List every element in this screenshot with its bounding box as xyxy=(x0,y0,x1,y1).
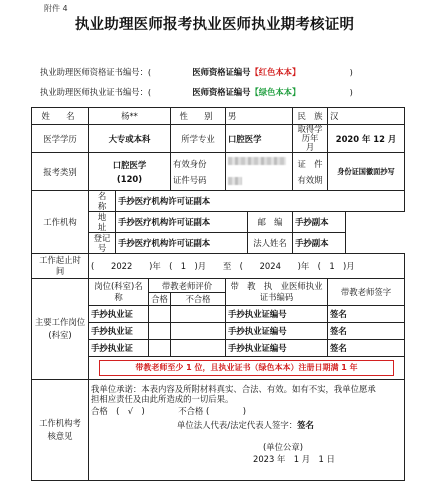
id-label-line2: 证件号码 xyxy=(173,174,207,185)
post-row-1-sign: 签名 xyxy=(328,306,405,323)
category-value-name: 口腔医学 xyxy=(112,159,147,170)
cert-line2-close: ) xyxy=(349,87,353,97)
category-value-code: (120) xyxy=(116,173,143,184)
ethnic-value: 汉 xyxy=(328,108,405,125)
opinion-text-1: 我单位承诺：本表内容及所附材料真实、合法、有效。如有不实，我单位愿承 xyxy=(91,384,376,394)
posts-note: 带教老师至少 1 位，且执业证书（绿色本本）注册日期满 1 年 xyxy=(99,360,394,376)
post-row-2-cert: 手抄执业证编号 xyxy=(226,323,328,340)
work-reg-value: 手抄医疗机构许可证副本 xyxy=(116,233,248,254)
annex-label: 附件 4 xyxy=(44,4,68,13)
posts-section-label: 主要工作岗位(科室) xyxy=(32,279,89,380)
major-value: 口腔医学 xyxy=(226,125,293,153)
post-row-1-pass xyxy=(149,306,171,323)
category-label: 报考类别 xyxy=(32,153,89,191)
validity-value: 身份证国徽面抄写 xyxy=(328,153,405,191)
work-address-value: 手抄医疗机构许可证副本 xyxy=(116,212,248,233)
posts-header-fail: 不合格 xyxy=(171,293,226,306)
name-value: 杨** xyxy=(89,108,171,125)
period-value: ( 2022 )年 ( 1 )月 至 ( 2024 )年 ( 1 )月 xyxy=(89,254,405,279)
work-legal-label: 法人姓名 xyxy=(248,233,293,254)
cert-line-practice xyxy=(40,86,353,98)
cert-line2-label: 医师资格证编号 xyxy=(192,87,251,97)
id-label xyxy=(171,153,226,191)
major-label: 所学专业 xyxy=(171,125,226,153)
assessment-form-table xyxy=(31,107,405,481)
ethnic-label: 民 族 xyxy=(293,108,328,125)
post-row-2-pass xyxy=(149,323,171,340)
page-title: 执业助理医师报考执业医师执业期考核证明 xyxy=(74,16,355,33)
post-row-2-sign: 签名 xyxy=(328,323,405,340)
posts-header-cert: 带 教 执 业医师执业证书编码 xyxy=(226,279,328,306)
education-label: 医学学历 xyxy=(32,125,89,153)
cert-line1-label: 医师资格证编号 xyxy=(192,67,251,77)
cert-line1-prefix: 执业助理医师资格证书编号：( xyxy=(40,67,152,77)
cert-line2-prefix: 执业助理医师执业证书编号：( xyxy=(40,87,152,97)
opinion-sign-label: 单位法人代表/法定代表人签字： xyxy=(177,420,298,430)
post-row-3-fail xyxy=(171,340,226,357)
gender-label: 性 别 xyxy=(171,108,226,125)
degree-date-label: 取得学历年 月 xyxy=(293,125,328,153)
opinion-label: 工作机构考核意见 xyxy=(32,380,89,481)
posts-header-eval: 带教老师评价 xyxy=(149,279,226,293)
post-row-1-dept: 手抄执业证 xyxy=(89,306,149,323)
opinion-text-2: 担相应责任及由此所造成的一切后果。 xyxy=(91,394,234,404)
posts-header-dept: 岗位(科室)名 称 xyxy=(89,279,149,306)
category-value xyxy=(89,153,171,191)
validity-label xyxy=(293,153,328,191)
post-row-3-pass xyxy=(149,340,171,357)
cert-line2-note: 【绿色本本】 xyxy=(250,87,301,97)
work-section-label: 工作机构 xyxy=(32,191,89,254)
work-zip-value: 手抄副本 xyxy=(293,212,346,233)
work-reg-label: 登记号 xyxy=(89,233,116,254)
post-row-2-dept: 手抄执业证 xyxy=(89,323,149,340)
work-name-value: 手抄医疗机构许可证副本 xyxy=(116,191,405,212)
redacted-id-tail xyxy=(228,177,242,185)
opinion-sign-value: 签名 xyxy=(297,420,314,430)
education-value: 大专或本科 xyxy=(89,125,171,153)
post-row-1-cert: 手抄执业证编号 xyxy=(226,306,328,323)
cert-line1-close: ) xyxy=(349,67,353,77)
id-label-line1: 有效身份 xyxy=(173,158,207,169)
posts-header-pass: 合格 xyxy=(149,293,171,306)
opinion-date: 2023 年 1 月 1 日 xyxy=(253,454,335,464)
post-row-1-fail xyxy=(171,306,226,323)
validity-label-line2: 有效期 xyxy=(297,174,323,185)
id-value-redacted xyxy=(226,153,293,191)
period-label: 工作起止时 间 xyxy=(32,254,89,279)
work-legal-value: 手抄副本 xyxy=(293,233,346,254)
cert-line1-note: 【红色本本】 xyxy=(250,67,301,77)
cert-line-qualification xyxy=(40,66,353,78)
post-row-3-sign: 签名 xyxy=(328,340,405,357)
posts-header-sign: 带教老师签字 xyxy=(328,279,405,306)
degree-date-value: 2020 年 12 月 xyxy=(328,125,405,153)
opinion-signature xyxy=(177,420,402,430)
work-zip-label: 邮 编 xyxy=(248,212,293,233)
work-name-label: 名 称 xyxy=(89,191,116,212)
post-row-3-cert: 手抄执业证编号 xyxy=(226,340,328,357)
post-row-2-fail xyxy=(171,323,226,340)
opinion-content xyxy=(89,380,405,481)
redacted-id-number xyxy=(228,157,286,165)
validity-label-line1: 证 件 xyxy=(297,158,323,169)
gender-value: 男 xyxy=(226,108,293,125)
posts-note-cell xyxy=(89,357,405,380)
opinion-pass-line: 合格 ( √ ) 不合格 ( ) xyxy=(91,406,247,416)
work-address-label: 地 址 xyxy=(89,212,116,233)
opinion-seal: (单位公章) xyxy=(263,442,304,452)
post-row-3-dept: 手抄执业证 xyxy=(89,340,149,357)
name-label: 姓 名 xyxy=(32,108,89,125)
